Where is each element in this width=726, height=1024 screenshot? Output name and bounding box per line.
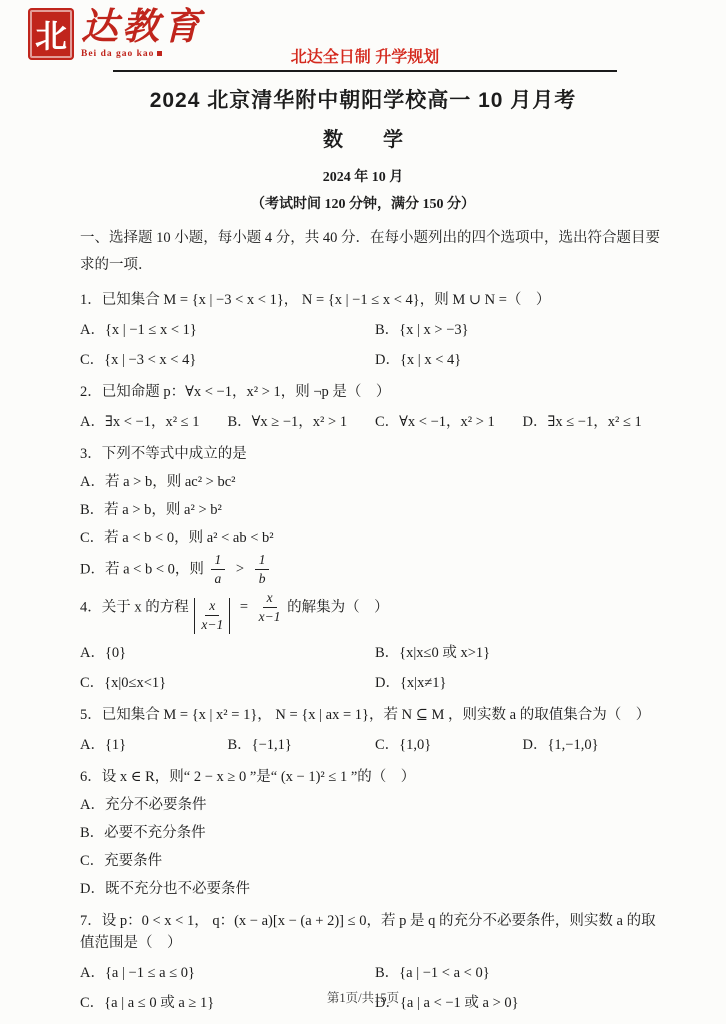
q1-option-d: D．{x | x < 4} <box>375 352 462 368</box>
section-intro-line2: 求的一项． <box>80 257 153 273</box>
equals-sign: = <box>239 599 249 616</box>
q3-option-c: C．若 a < b < 0，则 a² < ab < b² <box>80 530 274 546</box>
greater-than-sign: > <box>235 561 245 578</box>
section-one-intro <box>80 225 670 279</box>
q1-option-c: C．{x | −3 < x < 4} <box>80 352 197 368</box>
fraction-x-over-x-minus-1: $\frac{x}{x-1}$ <box>258 590 281 624</box>
q2-option-b: B．∀x ≥ −1，x² > 1 <box>227 414 348 430</box>
q4-option-c: C．{x|0≤x<1} <box>80 675 167 692</box>
q4-option-b: B．{x|x≤0 或 x>1} <box>375 645 491 662</box>
q3-option-a: A．若 a > b，则 ac² > bc² <box>80 474 236 490</box>
brand-pinyin: Bei da gao kao <box>81 49 204 59</box>
question-1-options-row1 <box>80 319 670 341</box>
q5-option-c: C．{1,0} <box>375 737 432 754</box>
q5-option-d: D．{1,−1,0} <box>522 737 599 754</box>
beida-seal-icon <box>28 8 74 60</box>
exam-subject: 数 学 <box>323 129 403 151</box>
q7-option-c: C．{a | a ≤ 0 或 a ≥ 1} <box>80 995 215 1012</box>
section-intro-line1: 一、选择题 10 小题，每小题 4 分，共 40 分．在每小题列出的四个选项中，选出符合题目要 <box>80 230 660 246</box>
q7-option-a: A．{a | −1 ≤ a ≤ 0} <box>80 965 196 982</box>
q4-option-a: A．{0} <box>80 645 127 662</box>
question-1-stem: 1．已知集合 M = {x | −3 < x < 1}， N = {x | −1 ≤ x < 4}，则 M ∪ N =（ ） <box>80 292 551 308</box>
footer-page-number: 第1页/共15页 <box>326 991 400 1005</box>
q4-stem-pre: 4．关于 x 的方程 <box>80 599 189 616</box>
header-divider-line <box>113 70 617 72</box>
question-5-options <box>80 734 670 756</box>
fraction-one-over-b: $\frac{1}{b}$ <box>255 552 270 586</box>
exam-title: 2024 北京清华附中朝阳学校高一 10 月月考 <box>149 89 577 112</box>
question-3-stem: 3．下列不等式中成立的是 <box>80 446 247 462</box>
q7-option-b: B．{a | −1 < a < 0} <box>375 965 490 982</box>
question-7-stem: 7．设 p：0 < x < 1， q：(x − a)[x − (a + 2)] ≤ 0，若 p 是 q 的充分不必要条件，则实数 a 的取值范围是（ ） <box>80 913 656 952</box>
q2-option-c: C．∀x < −1，x² > 1 <box>375 414 495 430</box>
q4-stem-post: 的解集为（ ） <box>287 599 389 616</box>
q3-option-d <box>80 553 670 587</box>
exam-date: 2024 年 10 月 <box>322 170 404 185</box>
exam-body <box>0 225 726 1014</box>
q4-option-d: D．{x|x≠1} <box>375 675 447 692</box>
question-6-stem: 6．设 x ∈ R，则“ 2 − x ≥ 0 ”是“ (x − 1)² ≤ 1 ”的（ ） <box>80 769 416 786</box>
letterhead <box>0 0 726 76</box>
q1-option-a: A．{x | −1 ≤ x < 1} <box>80 322 197 338</box>
q3-d-text: D．若 a < b < 0，则 <box>80 561 204 578</box>
q5-option-a: A．{1} <box>80 737 127 754</box>
absolute-value-bars <box>194 598 230 634</box>
question-4-options-row2 <box>80 672 670 694</box>
question-1-options-row2 <box>80 349 670 371</box>
q7-option-d: D．{a | a < −1 或 a > 0} <box>375 995 519 1012</box>
exam-duration: （考试时间 120 分钟，满分 150 分） <box>251 197 475 212</box>
q5-option-b: B．{−1,1} <box>227 737 292 754</box>
brand-name: 达教育 <box>81 7 204 48</box>
q6-option-d: D．既不充分也不必要条件 <box>80 881 250 898</box>
brand-tagline: 北达全日制 升学规划 <box>290 49 440 66</box>
fraction-x-over-x-minus-1: $\frac{x}{x-1}$ <box>201 598 224 632</box>
q1-option-b: B．{x | x > −3} <box>375 322 469 338</box>
question-5-stem: 5．已知集合 M = {x | x² = 1}， N = {x | ax = 1}，若 N ⊆ M ，则实数 a 的取值集合为（ ） <box>80 707 651 724</box>
question-4-options-row1 <box>80 642 670 664</box>
q3-option-b: B．若 a > b，则 a² > b² <box>80 502 222 518</box>
q6-option-c: C．充要条件 <box>80 853 163 870</box>
question-4-stem <box>80 591 670 634</box>
q2-option-a: A．∃x < −1，x² ≤ 1 <box>80 414 200 430</box>
seal-character: 北 <box>34 18 67 54</box>
q6-option-b: B．必要不充分条件 <box>80 825 206 842</box>
q2-option-d: D．∃x ≤ −1，x² ≤ 1 <box>522 414 642 430</box>
question-7-options-row1 <box>80 962 670 984</box>
fraction-one-over-a: $\frac{1}{a}$ <box>211 552 226 586</box>
question-2-options <box>80 411 670 433</box>
q6-option-a: A．充分不必要条件 <box>80 797 207 814</box>
question-2-stem: 2．已知命题 p：∀x < −1，x² > 1，则 ¬p 是（ ） <box>80 384 391 400</box>
